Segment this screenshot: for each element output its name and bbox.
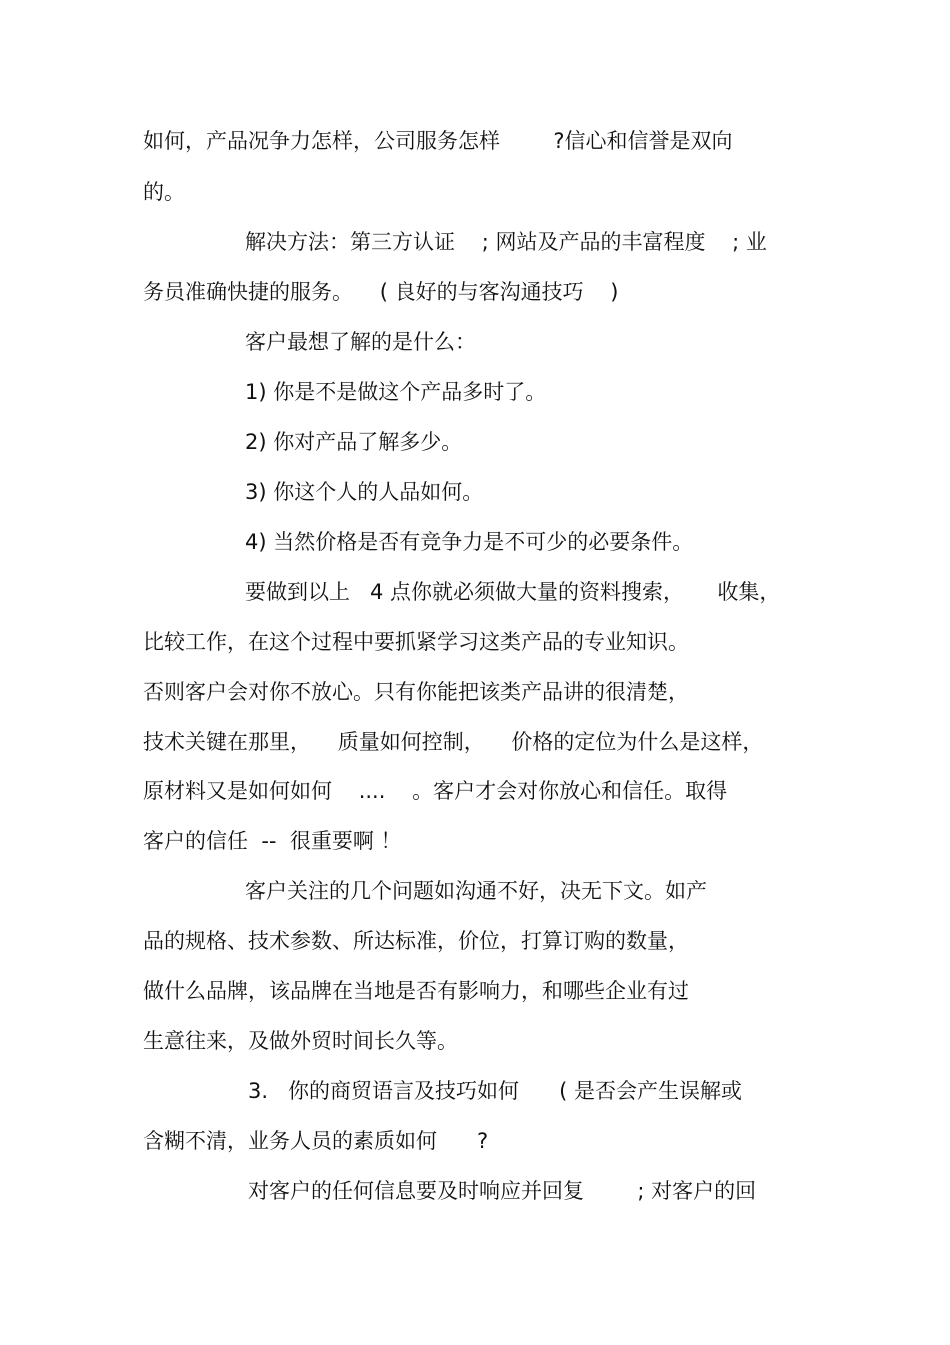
section-heading: 3. 你的商贸语言及技巧如何 ( 是否会产生误解或: [248, 1079, 742, 1103]
text-line: 的。: [143, 180, 185, 204]
list-item: 1) 你是不是做这个产品多时了。: [245, 380, 547, 404]
text-line: 品的规格、技术参数、所达标准，价位，打算订购的数量，: [143, 929, 689, 953]
text-line: 如何，产品况争力怎样，公司服务怎样 ?信心和信誉是双向: [143, 129, 733, 153]
text-line: 做什么品牌，该品牌在当地是否有影响力，和哪些企业有过: [143, 979, 689, 1003]
text-line: 客户最想了解的是什么：: [245, 330, 476, 354]
text-line: 对客户的任何信息要及时响应并回复 ; 对客户的回: [248, 1179, 757, 1203]
list-item: 3) 你这个人的人品如何。: [245, 480, 484, 504]
text-line: 客户关注的几个问题如沟通不好，决无下文。如产: [245, 879, 707, 903]
text-line: 否则客户会对你不放心。只有你能把该类产品讲的很清楚，: [143, 680, 689, 704]
text-line: 比较工作，在这个过程中要抓紧学习这类产品的专业知识。: [143, 630, 689, 654]
text-line: 含糊不清，业务人员的素质如何 ?: [143, 1129, 489, 1153]
list-item: 2) 你对产品了解多少。: [245, 430, 463, 454]
text-line: 务员准确快捷的服务。 ( 良好的与客沟通技巧 ): [143, 280, 619, 304]
text-line: 要做到以上 4 点你就必须做大量的资料搜索， 收集，: [245, 580, 781, 604]
list-item: 4) 当然价格是否有竞争力是不可少的必要条件。: [245, 530, 694, 554]
text-line: 原材料又是如何如何 .... 。客户才会对你放心和信任。取得: [143, 779, 728, 803]
text-line: 生意往来，及做外贸时间长久等。: [143, 1029, 458, 1053]
text-line: 客户的信任 -- 很重要啊 ！: [143, 829, 402, 853]
text-line: 技术关键在那里， 质量如何控制， 价格的定位为什么是这样，: [143, 730, 764, 754]
text-line: 解决方法：第三方认证 ; 网站及产品的丰富程度 ; 业: [245, 230, 767, 254]
